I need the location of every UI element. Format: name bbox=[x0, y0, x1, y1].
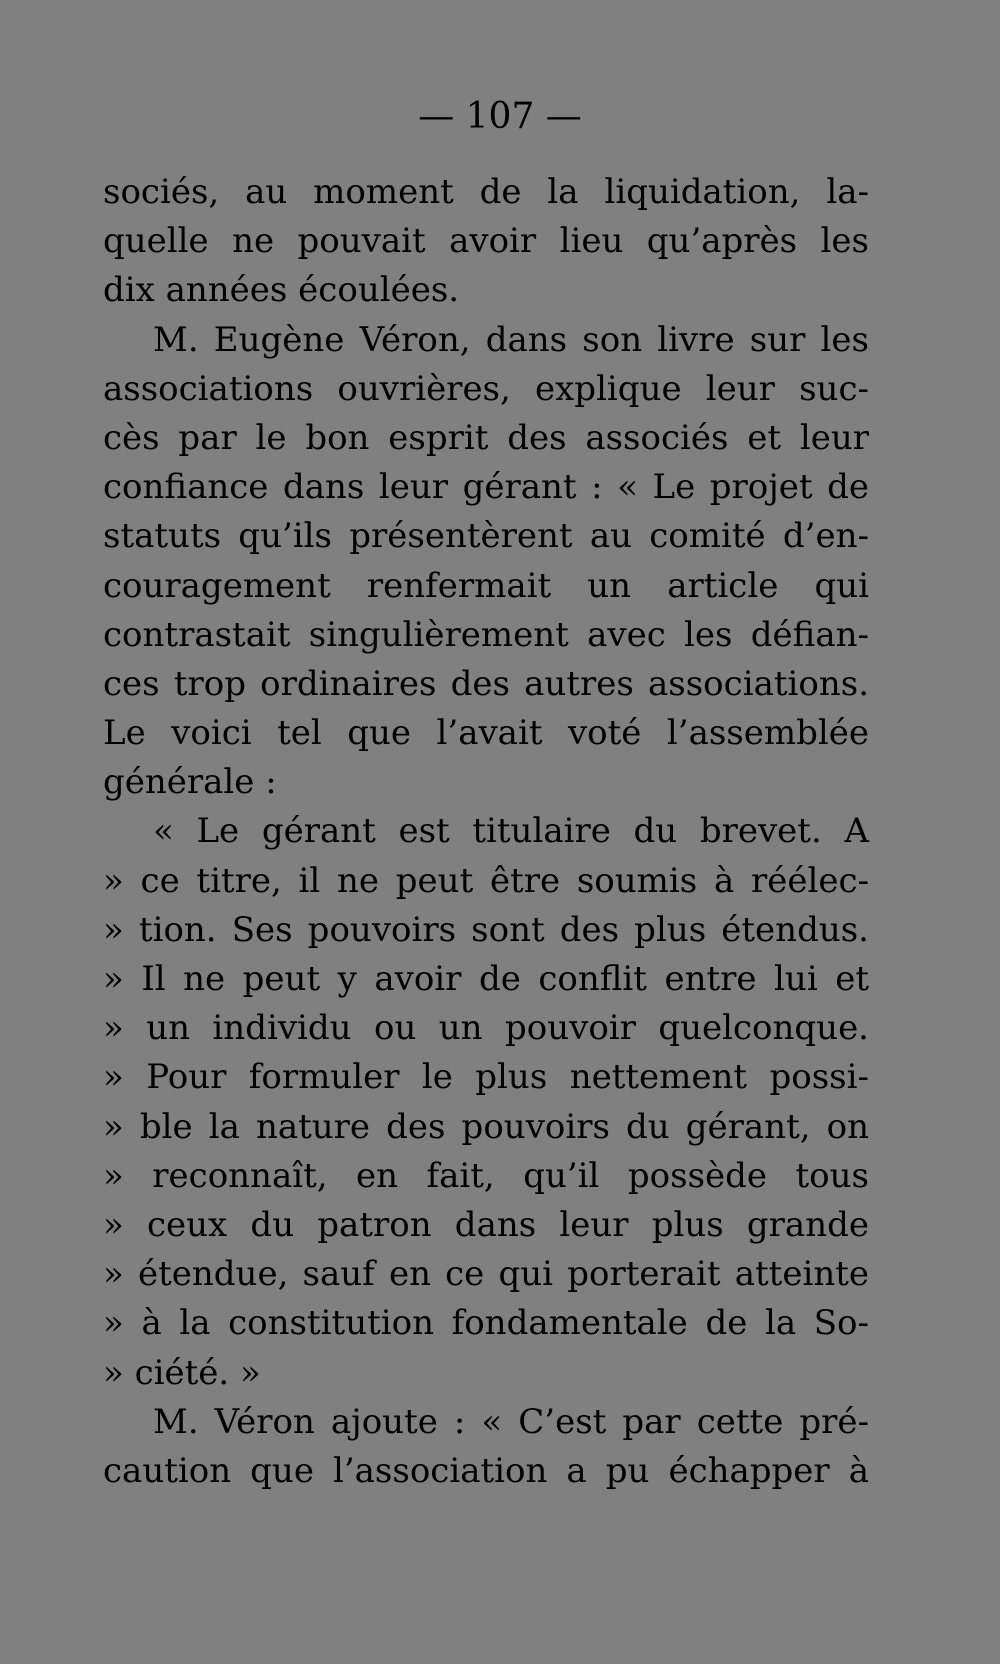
page-number: — 107 — bbox=[418, 96, 582, 137]
text-line: ces trop ordinaires des autres associations. bbox=[103, 663, 869, 704]
text-line: » un individu ou un pouvoir quelconque. bbox=[103, 1008, 869, 1049]
text-line: » ble la nature des pouvoirs du gérant, on bbox=[103, 1106, 869, 1147]
text-line: » Il ne peut y avoir de conflit entre lui et bbox=[103, 959, 869, 999]
text-line: sociés, au moment de la liquidation, la- bbox=[103, 172, 869, 212]
text-line: confiance dans leur gérant : « Le projet de bbox=[103, 467, 869, 508]
text-line: » Pour formuler le plus nettement possi- bbox=[103, 1057, 869, 1098]
text-line: « Le gérant est titulaire du brevet. A bbox=[153, 811, 869, 852]
text-line: » ce titre, il ne peut être soumis à réélec- bbox=[103, 860, 869, 901]
text-line: cès par le bon esprit des associés et leur bbox=[103, 417, 869, 458]
text-line: Le voici tel que l’avait voté l’assemblée bbox=[103, 713, 869, 754]
text-line: générale : bbox=[103, 762, 277, 803]
text-line: » ciété. » bbox=[103, 1352, 261, 1393]
text-line: associations ouvrières, explique leur suc- bbox=[103, 368, 869, 409]
text-line: » ceux du patron dans leur plus grande bbox=[103, 1204, 869, 1245]
text-line: quelle ne pouvait avoir lieu qu’après les bbox=[103, 221, 869, 262]
text-line: contrastait singulièrement avec les défian- bbox=[103, 614, 869, 655]
text-line: statuts qu’ils présentèrent au comité d’en- bbox=[103, 516, 869, 557]
text-line: couragement renfermait un article qui bbox=[103, 565, 869, 606]
text-line: M. Véron ajoute : « C’est par cette pré- bbox=[153, 1401, 869, 1442]
text-line: » reconnaît, en fait, qu’il possède tous bbox=[103, 1155, 869, 1196]
body-text bbox=[103, 168, 869, 1496]
text-line: dix années écoulées. bbox=[103, 270, 460, 311]
text-line: caution que l’association a pu échapper à bbox=[103, 1450, 869, 1491]
text-line: M. Eugène Véron, dans son livre sur les bbox=[153, 319, 869, 360]
text-line: » à la constitution fondamentale de la So- bbox=[103, 1303, 869, 1344]
text-line: » tion. Ses pouvoirs sont des plus étendus. bbox=[103, 909, 869, 950]
text-line: » étendue, sauf en ce qui porterait atteinte bbox=[103, 1254, 869, 1295]
